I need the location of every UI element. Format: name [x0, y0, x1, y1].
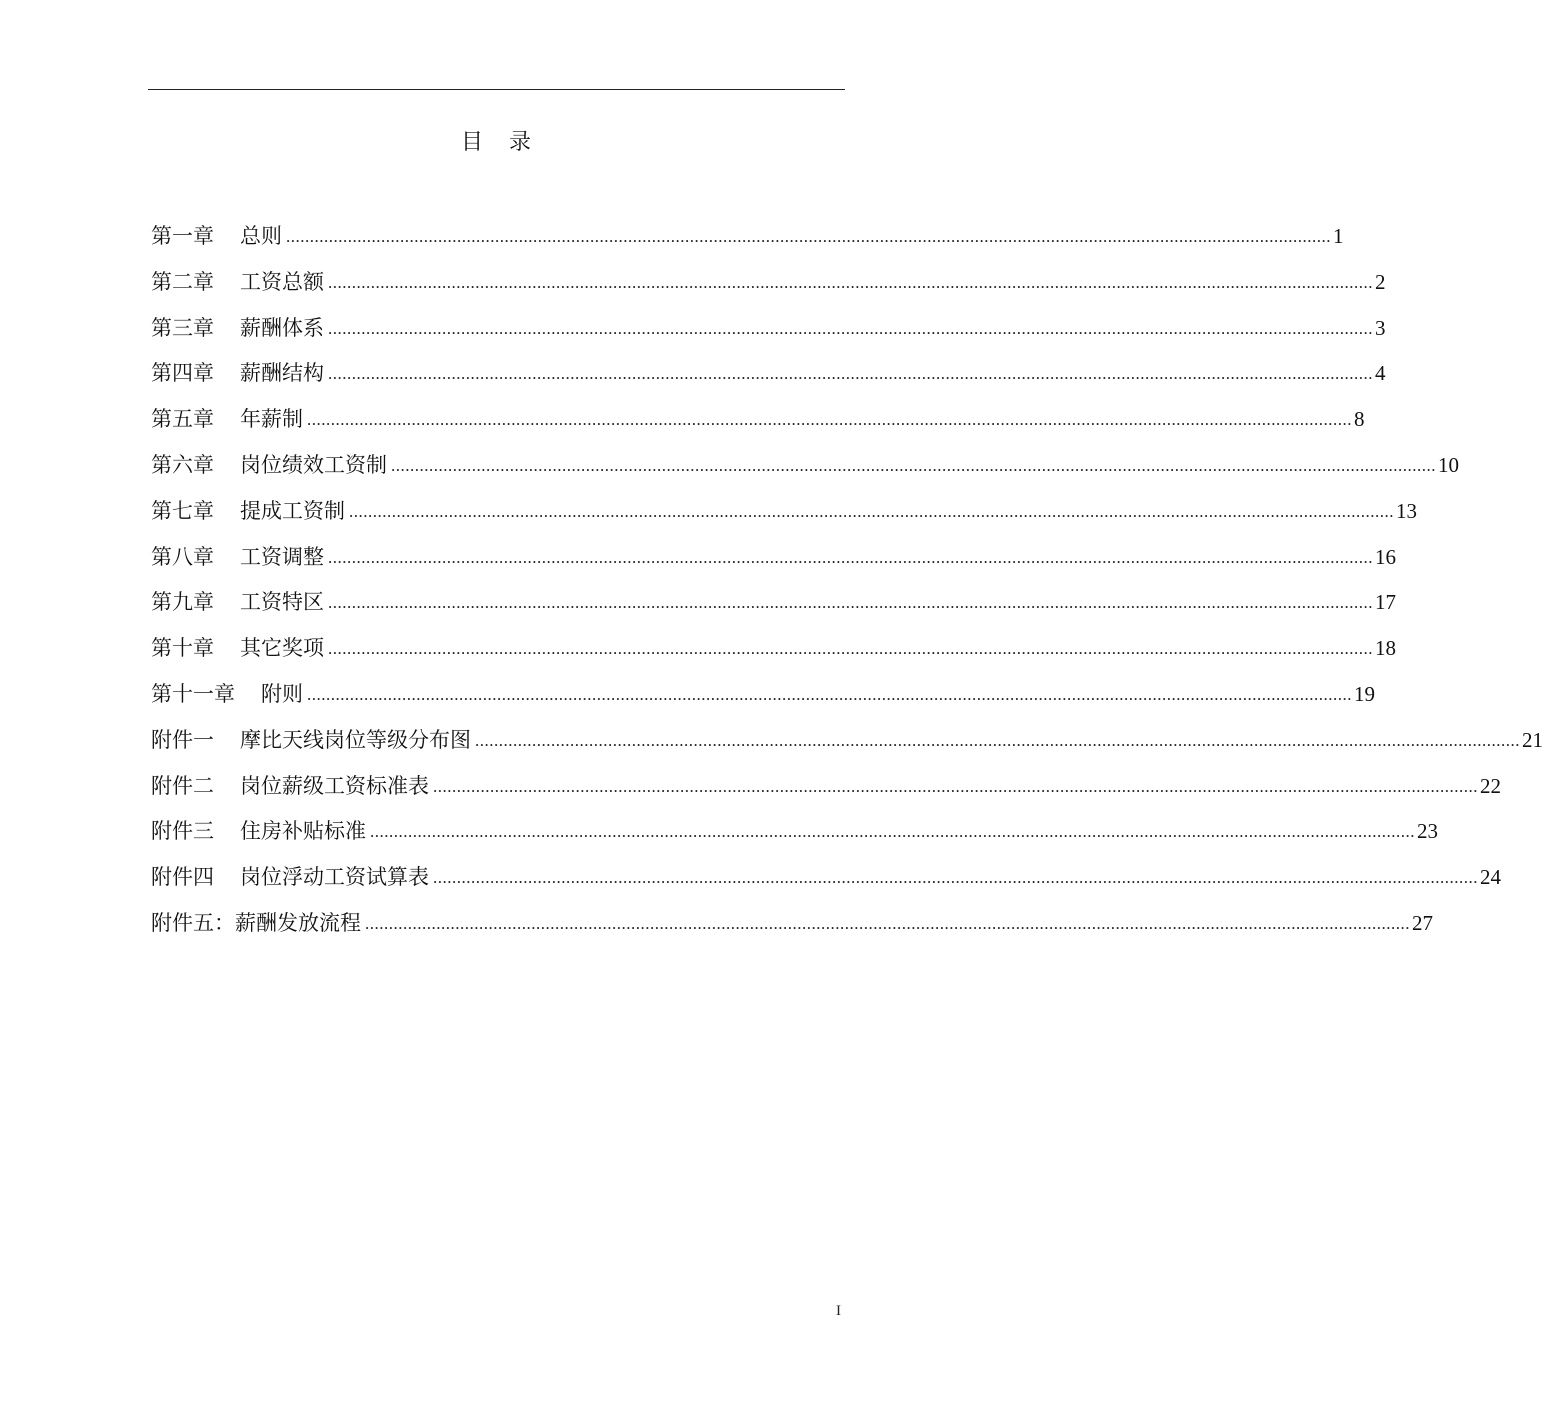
toc-dot-leader: ............................................................................................................................................................................................................................ [328, 364, 1373, 384]
toc-chapter-number: 第三章 [151, 315, 214, 340]
toc-page-number: 4 [1375, 361, 1386, 386]
toc-chapter-title: 薪酬结构 [240, 361, 324, 386]
toc-dot-leader: ............................................................................................................................................................................................................................ [391, 455, 1436, 475]
toc-chapter-number: 附件二 [151, 773, 214, 798]
toc-entry[interactable] [151, 312, 1386, 358]
toc-chapter-number: 第十一章 [151, 681, 235, 706]
toc-dot-leader: ............................................................................................................................................................................................................................ [307, 684, 1352, 704]
toc-entry[interactable] [151, 403, 1365, 449]
toc-entry[interactable] [151, 586, 1396, 632]
toc-page-number: 3 [1375, 315, 1386, 340]
toc-page-number: 23 [1417, 819, 1438, 844]
toc-chapter-title: 薪酬体系 [240, 315, 324, 340]
toc-chapter-title: 岗位薪级工资标准表 [240, 773, 429, 798]
toc-entry[interactable] [151, 449, 1459, 495]
toc-dot-leader: ............................................................................................................................................................................................................................ [349, 501, 1394, 521]
toc-dot-leader: ............................................................................................................................................................................................................................ [475, 730, 1520, 750]
toc-page-number: 22 [1480, 773, 1501, 798]
toc-entry-label [151, 770, 429, 802]
toc-chapter-number: 第五章 [151, 407, 214, 432]
toc-entry-label [151, 815, 366, 847]
toc-chapter-number: 附件一 [151, 727, 214, 752]
toc-chapter-number: 第七章 [151, 498, 214, 523]
toc-chapter-number: 第十章 [151, 636, 214, 661]
toc-chapter-title: 岗位浮动工资试算表 [240, 865, 429, 890]
toc-page-number: 1 [1333, 224, 1344, 248]
toc-dot-leader: ............................................................................................................................................................................................................................ [307, 410, 1352, 430]
toc-entry-label [151, 495, 345, 527]
toc-entry[interactable] [151, 861, 1501, 907]
toc-chapter-title: 工资总额 [240, 269, 324, 294]
toc-page-number: 16 [1375, 544, 1396, 569]
footer-page-number: I [836, 1303, 841, 1319]
toc-dot-leader: ............................................................................................................................................................................................................................ [370, 822, 1415, 842]
toc-entry[interactable] [151, 724, 1543, 770]
toc-entry[interactable] [151, 815, 1438, 861]
toc-entry[interactable] [151, 495, 1417, 541]
toc-entry[interactable] [151, 541, 1396, 587]
toc-chapter-title: 岗位绩效工资制 [240, 452, 387, 477]
toc-entry-label [151, 586, 324, 618]
toc-chapter-number: 附件三 [151, 819, 214, 844]
toc-chapter-title: 年薪制 [240, 407, 303, 432]
toc-chapter-title: 总则 [240, 224, 282, 248]
toc-chapter-title: 附则 [261, 681, 303, 706]
toc-entry-label [151, 541, 324, 573]
toc-chapter-title: 提成工资制 [240, 498, 345, 523]
toc-entry-label [151, 632, 324, 664]
toc-chapter-number: 第八章 [151, 544, 214, 569]
toc-chapter-title: 摩比天线岗位等级分布图 [240, 727, 471, 752]
toc-chapter-number: 第六章 [151, 452, 214, 477]
page-title [0, 128, 992, 158]
toc-page-number: 10 [1438, 452, 1459, 477]
toc-entry-label [151, 861, 429, 893]
toc-page-number: 13 [1396, 498, 1417, 523]
toc-entry[interactable] [151, 770, 1501, 816]
toc-page-number: 24 [1480, 865, 1501, 890]
table-of-contents [151, 220, 1543, 953]
toc-chapter-number: 附件五： [151, 910, 235, 935]
toc-dot-leader: ............................................................................................................................................................................................................................ [286, 227, 1331, 246]
toc-chapter-title: 住房补贴标准 [240, 819, 366, 844]
toc-page-number: 18 [1375, 636, 1396, 661]
toc-page-number: 19 [1354, 681, 1375, 706]
toc-chapter-title: 工资特区 [240, 590, 324, 615]
toc-dot-leader: ............................................................................................................................................................................................................................ [433, 868, 1478, 888]
toc-page-number: 17 [1375, 590, 1396, 615]
title-char-2: 录 [509, 130, 532, 155]
toc-entry-label [151, 403, 303, 435]
toc-entry-label [151, 678, 303, 710]
toc-entry[interactable] [151, 266, 1386, 312]
toc-chapter-number: 第一章 [151, 224, 214, 248]
toc-entry-label [151, 220, 282, 252]
toc-page-number: 2 [1375, 269, 1386, 294]
toc-entry[interactable] [151, 220, 1344, 266]
header-rule [148, 89, 845, 90]
toc-chapter-number: 第四章 [151, 361, 214, 386]
toc-entry[interactable] [151, 632, 1396, 678]
toc-dot-leader: ............................................................................................................................................................................................................................ [328, 639, 1373, 659]
toc-chapter-title: 薪酬发放流程 [235, 910, 361, 935]
toc-chapter-number: 第九章 [151, 590, 214, 615]
toc-chapter-number: 第二章 [151, 269, 214, 294]
toc-chapter-title: 工资调整 [240, 544, 324, 569]
toc-page-number: 8 [1354, 407, 1365, 432]
toc-entry-label [151, 907, 361, 939]
toc-entry[interactable] [151, 678, 1375, 724]
toc-dot-leader: ............................................................................................................................................................................................................................ [328, 272, 1373, 292]
toc-page-number: 21 [1522, 727, 1543, 752]
toc-dot-leader: ............................................................................................................................................................................................................................ [433, 776, 1478, 796]
toc-chapter-title: 其它奖项 [240, 636, 324, 661]
toc-page-number: 27 [1412, 910, 1433, 935]
toc-entry-label [151, 312, 324, 344]
toc-entry-label [151, 266, 324, 298]
toc-dot-leader: ............................................................................................................................................................................................................................ [328, 547, 1373, 567]
toc-entry[interactable] [151, 907, 1433, 953]
title-char-1: 目 [460, 130, 483, 155]
toc-chapter-number: 附件四 [151, 865, 214, 890]
toc-dot-leader: ............................................................................................................................................................................................................................ [328, 318, 1373, 338]
toc-entry[interactable] [151, 357, 1386, 403]
toc-entry-label [151, 449, 387, 481]
toc-dot-leader: ............................................................................................................................................................................................................................ [365, 913, 1410, 933]
toc-entry-label [151, 357, 324, 389]
toc-entry-label [151, 724, 471, 756]
toc-dot-leader: ............................................................................................................................................................................................................................ [328, 593, 1373, 613]
